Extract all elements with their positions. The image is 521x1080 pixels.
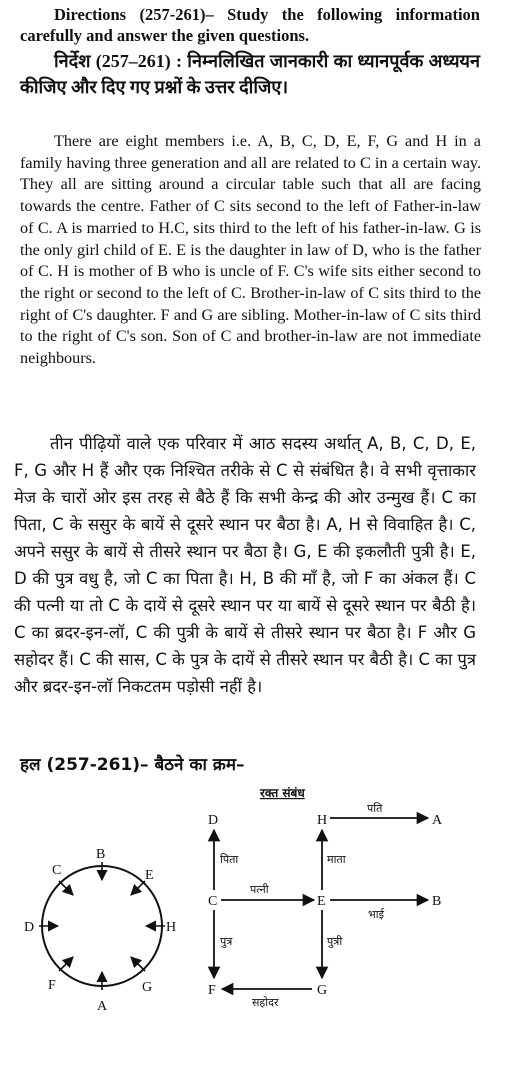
node-A: A: [432, 813, 443, 828]
edge-label-bhai: भाई: [368, 908, 384, 921]
node-E: E: [317, 894, 326, 909]
node-D: D: [208, 813, 219, 828]
edge-label-putri: पुत्री: [327, 935, 343, 948]
blood-relation-diagram: [208, 786, 443, 1009]
directions-english: Directions (257-261)– Study the following information carefully and answer the given questions.: [20, 5, 480, 45]
seat-label: B: [96, 847, 106, 862]
hindi-paragraph: तीन पीढ़ियों वाले एक परिवार में आठ सदस्य अर्थात् A, B, C, D, E, F, G और H हैं और एक निश्चित तरीके से C से संबंधित है। वे सभी वृत्ताकार मेज के चारों ओर इस तरह से बैठे हैं कि सभी केन्द्र की ओर उन्मुख हैं। C का पिता, C के ससुर के बायें से दूसरे स्थान पर बैठा है। A, H से विवाहित है। C, अपने ससुर के बायें से तीसरे स्थान पर बैठा है। G, E की इकलौती पुत्री है। E, D की पुत्र वधु है, जो C का पिता है। H, B की माँ है, जो F का अंकल हैं। C की पत्नी या तो C के दायें से दूसरे स्थान पर या बायें से दूसरे स्थान पर बैठी है। C का ब्रदर-इन-लॉ, C की पुत्री के बायें से तीसरे स्थान पर बैठा है। F और G सहोदर हैं। C की सास, C के पुत्र के दायें से तीसरे स्थान पर बैठी है। C का पुत्र और ब्रदर-इन-लॉ निकटतम पड़ोसी नहीं है।: [14, 434, 476, 696]
node-F: F: [208, 983, 216, 998]
seat-label: F: [48, 978, 56, 993]
seat-label: A: [97, 999, 108, 1014]
solution-heading: हल (257-261)– बैठने का क्रम–: [20, 755, 245, 775]
seating-arrangement: [24, 847, 176, 1014]
arrow-G: [131, 957, 145, 971]
node-H: H: [317, 813, 328, 828]
seat-label: C: [52, 863, 62, 878]
seat-label: D: [24, 920, 35, 935]
edge-label-mata: माता: [327, 853, 346, 866]
arrow-F: [59, 957, 73, 971]
seat-label: G: [142, 980, 153, 995]
edge-label-putra: पुत्र: [220, 935, 233, 948]
edge-label-pita: पिता: [220, 853, 239, 866]
seat-label: E: [145, 868, 154, 883]
english-paragraph: There are eight members i.e. A, B, C, D, E, F, G and H in a family having three generation and all are related to C in a certain way. They all are sitting around a circular table such that all are facing towards the centre. Father of C sits second to the left of Father-in-law of C. A is married to H.C, sits third to the left of his father-in-law. G is the only girl child of E. E is the daughter in law of D, who is the father of C. H is mother of B who is uncle of F. C's wife sits either second to the right or second to the left of C. Brother-in-law of C sits third to the right of C's daughter. F and G are sibling. Mother-in-law of C sits third to the right of C's son. Son of C and brother-in-law are not immediate neighbours.: [20, 132, 481, 368]
arrow-C: [59, 881, 73, 895]
node-B: B: [432, 894, 442, 909]
seat-label: H: [166, 920, 177, 935]
circular-table: [42, 866, 162, 986]
directions-hindi: निर्देश (257–261) : निम्नलिखित जानकारी का ध्यानपूर्वक अध्ययन कीजिए और दिए गए प्रश्नों के उत्तर दीजिए।: [20, 51, 480, 97]
arrow-E: [131, 881, 145, 895]
relation-heading: रक्त संबंध: [260, 786, 305, 800]
edge-label-patni: पत्नी: [250, 883, 269, 896]
edge-label-sahodar: सहोदर: [252, 996, 279, 1009]
node-G: G: [317, 983, 328, 998]
node-C: C: [208, 894, 218, 909]
edge-label-pati: पति: [367, 802, 383, 815]
